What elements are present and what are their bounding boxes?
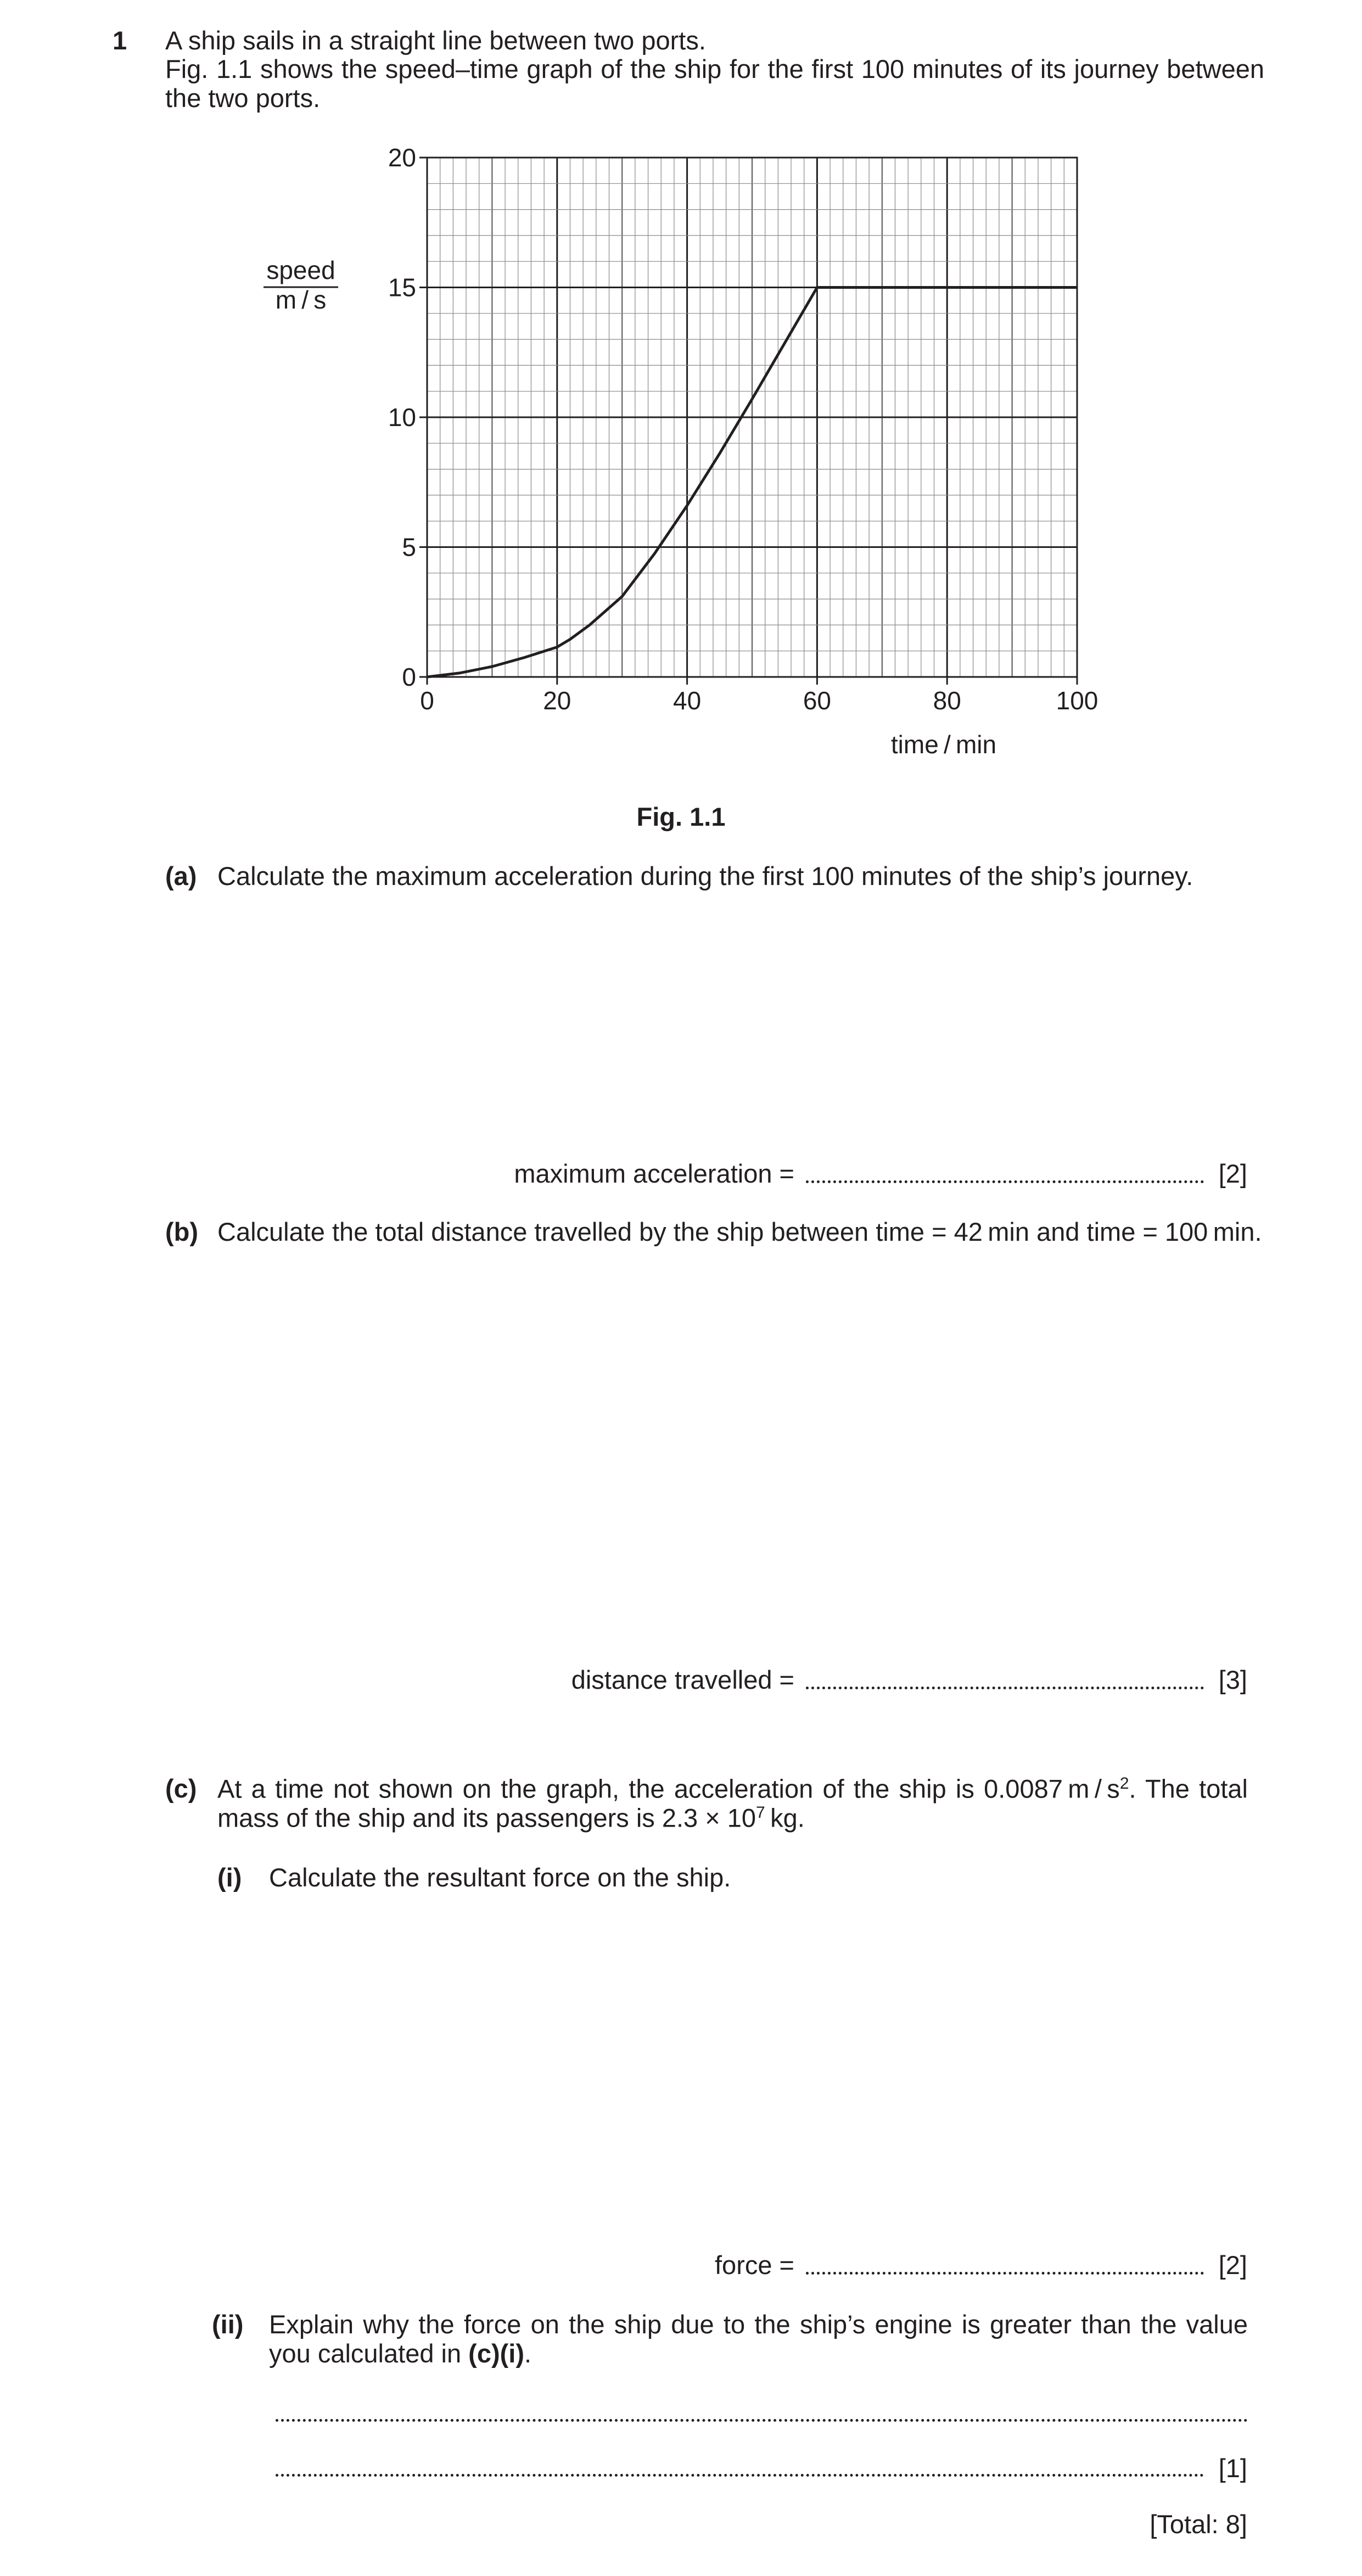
x-tick-label: 60: [803, 686, 831, 715]
y-tick-label: 5: [402, 533, 416, 562]
total-marks: [Total: 8]: [1150, 2510, 1247, 2539]
part-a-label: (a): [165, 861, 197, 891]
question-number: 1: [113, 26, 127, 55]
speed-time-graph: [0, 0, 1362, 791]
part-c-i-answer-label: force =: [715, 2250, 794, 2280]
intro-line-1: A ship sails in a straight line between two ports.: [165, 26, 706, 55]
part-c-i-label: (i): [217, 1863, 242, 1892]
x-tick-label: 100: [1056, 686, 1098, 715]
part-c-ii-marks: [1]: [1218, 2454, 1247, 2483]
part-c-superscript-2: 2: [1119, 1774, 1129, 1793]
part-c-ii-text: [269, 2310, 1248, 2368]
x-tick-label: 0: [420, 686, 434, 715]
figure-caption: Fig. 1.1: [636, 802, 726, 831]
part-a-text: Calculate the maximum acceleration during the first 100 minutes of the ship’s journey.: [217, 861, 1193, 891]
part-a-marks: [2]: [1218, 1159, 1247, 1188]
part-c-i-answer-line[interactable]: [806, 2272, 1204, 2275]
y-tick-label: 15: [388, 273, 416, 302]
part-c-ii-text-end: .: [524, 2338, 532, 2368]
part-c-ii-reference: (c)(i): [468, 2338, 524, 2368]
part-c-label: (c): [165, 1774, 197, 1803]
part-b-marks: [3]: [1218, 1665, 1247, 1694]
x-tick-label: 40: [673, 686, 702, 715]
part-b-text: Calculate the total distance travelled by the ship between time = 42 min and time = 100 min.: [217, 1217, 1262, 1246]
part-c-ii-answer-line-1[interactable]: [276, 2419, 1248, 2422]
y-tick-label: 0: [402, 663, 416, 691]
x-axis-label: time / min: [890, 730, 997, 759]
part-c-i-marks: [2]: [1218, 2250, 1247, 2280]
part-c-text-end: kg.: [765, 1803, 805, 1833]
part-b-answer-label: distance travelled =: [571, 1665, 794, 1694]
part-c-ii-label: (ii): [212, 2310, 244, 2339]
graph-grid: [427, 158, 1077, 677]
part-a-answer-line[interactable]: [806, 1180, 1204, 1183]
part-c-ii-text-main: Explain why the force on the ship due to the ship’s engine is greater than the value you calculated in: [269, 2310, 1248, 2368]
part-b-label: (b): [165, 1217, 199, 1246]
part-c-text-start: At a time not shown on the graph, the acceleration of the ship is 0.0087 m / s: [217, 1774, 1120, 1804]
y-tick-label: 20: [388, 143, 416, 172]
x-tick-label: 80: [933, 686, 961, 715]
part-c-i-text: Calculate the resultant force on the ship.: [269, 1863, 731, 1892]
part-b-answer-line[interactable]: [806, 1687, 1204, 1689]
x-tick-label: 20: [543, 686, 571, 715]
intro-paragraph: Fig. 1.1 shows the speed–time graph of the ship for the first 100 minutes of its journey between the two ports.: [165, 54, 1264, 113]
part-a-answer-label: maximum acceleration =: [514, 1159, 794, 1188]
y-tick-label: 10: [388, 403, 416, 432]
axis-tick-labels: [388, 143, 1098, 715]
part-c-text: [217, 1774, 1248, 1833]
part-c-text-middle: . The total mass of the ship and its passengers is 2.3 × 10: [217, 1774, 1248, 1833]
y-axis-label-numerator: speed: [266, 256, 335, 284]
y-axis-label-denominator: m / s: [275, 285, 327, 314]
part-c-ii-answer-line-2[interactable]: [276, 2474, 1204, 2477]
part-c-superscript-7: 7: [756, 1804, 765, 1822]
